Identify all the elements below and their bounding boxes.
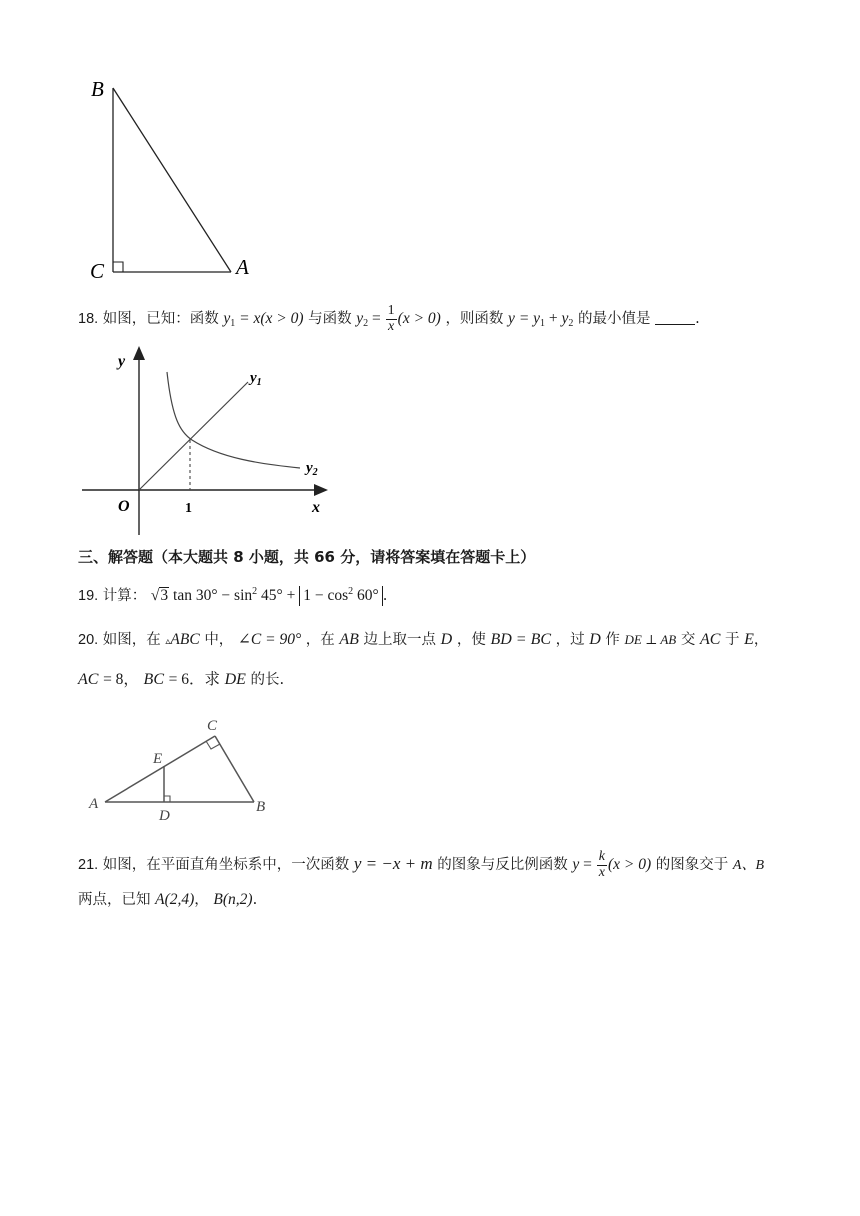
question-20-line-2 (78, 672, 284, 688)
question-text: 中， (204, 632, 234, 648)
function-graph-figure (80, 340, 340, 540)
question-number: 20. (78, 632, 99, 648)
curve-y1-label: $y_1$ (250, 370, 262, 388)
point-b-coordinates: B(n,2) (213, 891, 253, 908)
question-text: ，在 (305, 632, 335, 648)
triangle-symbol: ▵ABC (165, 631, 200, 648)
segment-ac: AC (78, 671, 99, 688)
segment-de: DE (224, 671, 246, 688)
question-21 (78, 850, 764, 880)
perpendicular-relation: DE ⊥ AB (624, 632, 677, 647)
vertex-e-label: E (153, 751, 163, 767)
vertex-b-label: B (91, 77, 104, 101)
question-text: 边上取一点 (363, 632, 437, 648)
section-heading: 三、解答题（本大题共 8 小题，共 66 分，请将答案填在答题卡上） (78, 548, 536, 566)
point-a-coordinates: A(2,4) (155, 891, 195, 908)
curve-y2 (167, 372, 300, 468)
segment-ab: AB (339, 631, 359, 648)
vertex-c-label: C (90, 259, 105, 283)
question-text: 如图，已知：函数 (102, 310, 219, 327)
question-text: ，使 (456, 632, 486, 648)
function-y2: $y_2$ = $\frac{1}{x}$ (x > 0) (356, 303, 441, 334)
question-text: 的图象交于 (655, 856, 729, 873)
vertex-d-label: D (159, 808, 170, 824)
y-axis-arrow (133, 346, 145, 360)
side-ab (113, 88, 231, 272)
period: . (252, 892, 258, 908)
question-number: 19. (78, 588, 99, 604)
expression: √3 $\tan 30^\circ - \sin^2 45^\circ + 1 - \cos^2 60^\circ$ (151, 587, 383, 604)
question-19 (78, 586, 387, 606)
question-text: 如图，在平面直角坐标系中，一次函数 (102, 856, 350, 873)
question-text: 的长. (250, 672, 285, 688)
question-text: 的最小值是 (578, 310, 651, 327)
point-d: D (440, 631, 453, 648)
x-axis-label: x (312, 499, 320, 516)
question-number: 21. (78, 856, 99, 873)
right-angle-mark-d (164, 796, 170, 802)
vertex-a-label: A (236, 255, 249, 279)
y-axis-label: y (118, 353, 126, 370)
period: . (695, 310, 700, 327)
vertex-c-label: C (207, 718, 218, 734)
point-e: E (744, 631, 754, 648)
question-text: 交 (680, 632, 696, 648)
triangle-ade-figure (86, 712, 276, 824)
right-angle-mark (113, 262, 123, 272)
curve-y2-label: $y_2$ (306, 460, 318, 478)
ac-value: = 8， (103, 671, 139, 688)
equation-bd-bc: BD = BC (490, 631, 552, 648)
points-a-b: A、B (732, 857, 765, 873)
point-d: D (589, 631, 601, 648)
function-y1: $y_1 = x(x > 0)$ (223, 309, 304, 329)
question-text: ， (753, 632, 769, 648)
line-y1 (139, 382, 248, 490)
question-text: 两点，已知 (78, 892, 151, 908)
x-axis-arrow (314, 484, 328, 496)
question-text: 作 (605, 632, 620, 648)
comma: ， (194, 892, 209, 908)
origin-label: O (118, 498, 130, 515)
inverse-function: y = $\frac{k}{x}$ (x > 0) (572, 849, 652, 880)
question-18 (78, 304, 700, 334)
question-text: ，过 (555, 632, 585, 648)
question-number: 18. (78, 310, 99, 327)
fraction-one-over-x: $\frac{1}{x}$ (387, 303, 395, 334)
segment-bc: BC (143, 671, 164, 688)
linear-function: y = −x + m (353, 853, 433, 873)
triangle-abc-figure (84, 74, 264, 284)
function-sum: $y = y_1 + y_2$ (508, 309, 574, 329)
side-cb (215, 736, 254, 802)
segment-ac: AC (699, 631, 721, 648)
angle-c: ∠C = 90° (237, 631, 302, 648)
question-text: 的图象与反比例函数 (437, 856, 568, 873)
bc-value: = 6．求 (168, 671, 220, 688)
question-21-line-2 (78, 892, 257, 908)
question-text: 于 (725, 632, 740, 648)
vertex-a-label: A (89, 796, 99, 812)
question-text: ，则函数 (445, 310, 504, 327)
vertex-b-label: B (256, 799, 266, 815)
period: . (382, 588, 388, 604)
fraction-k-over-x: $\frac{k}{x}$ (598, 849, 606, 880)
tick-one-label: 1 (185, 501, 192, 516)
question-20 (78, 632, 768, 648)
absolute-value: $1 - \cos^2 60^\circ$ (299, 586, 382, 606)
answer-blank[interactable] (655, 324, 695, 325)
question-text: 与函数 (308, 310, 352, 327)
side-ac (105, 736, 215, 802)
question-text: 如图，在 (102, 632, 161, 648)
question-text: 计算： (102, 588, 147, 604)
